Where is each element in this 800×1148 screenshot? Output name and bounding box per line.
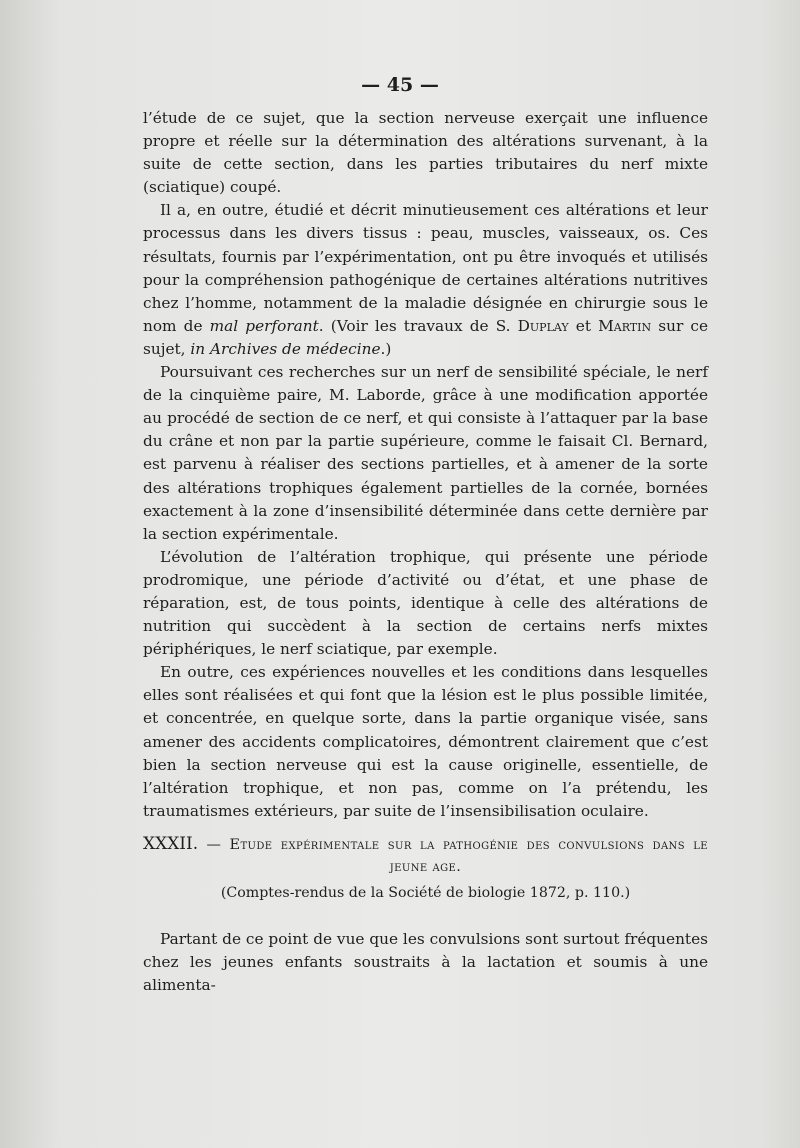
section-title-text: — Etude expérimentale sur la pathogénie des convulsions dans le jeune age. (198, 837, 708, 875)
body-text (143, 107, 708, 823)
section-paragraph: Partant de ce point de vue que les convulsions sont surtout fréquentes chez les jeunes enfants soustraits à la lactation et soumis à une alimenta- (143, 930, 708, 995)
author-name: Martin (598, 316, 652, 335)
paragraph-malperforant (143, 199, 708, 361)
paragraph-text: l’étude de ce sujet, que la section nerveuse exerçait une influence propre et réelle sur la détermination des altérations survenant, à la suite de cette section, dans les parties tributaires du nerf mixte (sciatique) coupé. (143, 109, 708, 197)
paragraph-text: En outre, ces expériences nouvelles et les conditions dans lesquelles elles sont réalisées et qui font que la lésion est le plus possible limitée, et concentrée, en quelque sorte, dans la partie organique visée, sans amener des accidents complicatoires, démontrent clairement que c’est bien la section nerveuse qui est la cause originelle, essentielle, de l’altération trophique, et non pas, comme on l’a prétendu, les traumatismes extérieurs, par suite de l’insensibilisation oculaire. (143, 663, 708, 820)
paragraph-en-outre (143, 661, 708, 823)
paragraph-text: .) (380, 339, 392, 358)
italic-citation: in Archives de médecine (190, 339, 381, 358)
paragraph-continuation (143, 107, 708, 199)
paragraph-cinquieme-paire (143, 361, 708, 546)
author-name: Duplay (517, 316, 569, 335)
paragraph-evolution (143, 546, 708, 661)
paragraph-text: et (568, 316, 599, 335)
paragraph-text: sur ce sujet, (143, 316, 709, 358)
section-source-citation: (Comptes-rendus de la Société de biologie 1872, p. 110.) (220, 885, 631, 901)
paragraph-text: Il a, en outre, étudié et décrit minutieusement ces altérations et leur processus dans les divers tissus : peau, muscles, vaisseaux, os. Ces résultats, fournis par l’expérimentation, ont pu être invoqués et utilisés pour la compréhension pathogénique de certaines altérations nutritives chez l’homme, notamment de la maladie désignée en chirurgie sous le nom de (143, 201, 708, 335)
section-numeral: XXXII. (143, 834, 199, 854)
page-number: — 45 — (361, 74, 439, 96)
section-heading (143, 833, 708, 878)
paragraph-text: . (Voir les travaux de S. (318, 316, 518, 335)
section-body (143, 928, 708, 997)
section-xxxii (143, 833, 708, 997)
italic-term: mal perforant (209, 316, 319, 335)
paragraph-text: L’évolution de l’altération trophique, qui présente une période prodromique, une période d’activité ou d’état, et une phase de réparation, est, de tous points, identique à celle des altérations de nutrition qui succèdent à la section de certains nerfs mixtes périphériques, le nerf sciatique, par exemple. (143, 547, 708, 659)
paragraph-text: Poursuivant ces recherches sur un nerf de sensibilité spéciale, le nerf de la cinquième paire, M. Laborde, grâce à une modification apportée au procédé de section de ce nerf, et qui consiste à l’attaquer par la base du crâne et non par la partie supérieure, comme le faisait Cl. Bernard, est parvenu à réaliser des sections partielles, et à amener de la sorte des altérations trophiques également partielles de la cornée, bornées exactement à la zone d’insensibilité déterminée dans cette dernière par la section expérimentale. (143, 363, 708, 543)
